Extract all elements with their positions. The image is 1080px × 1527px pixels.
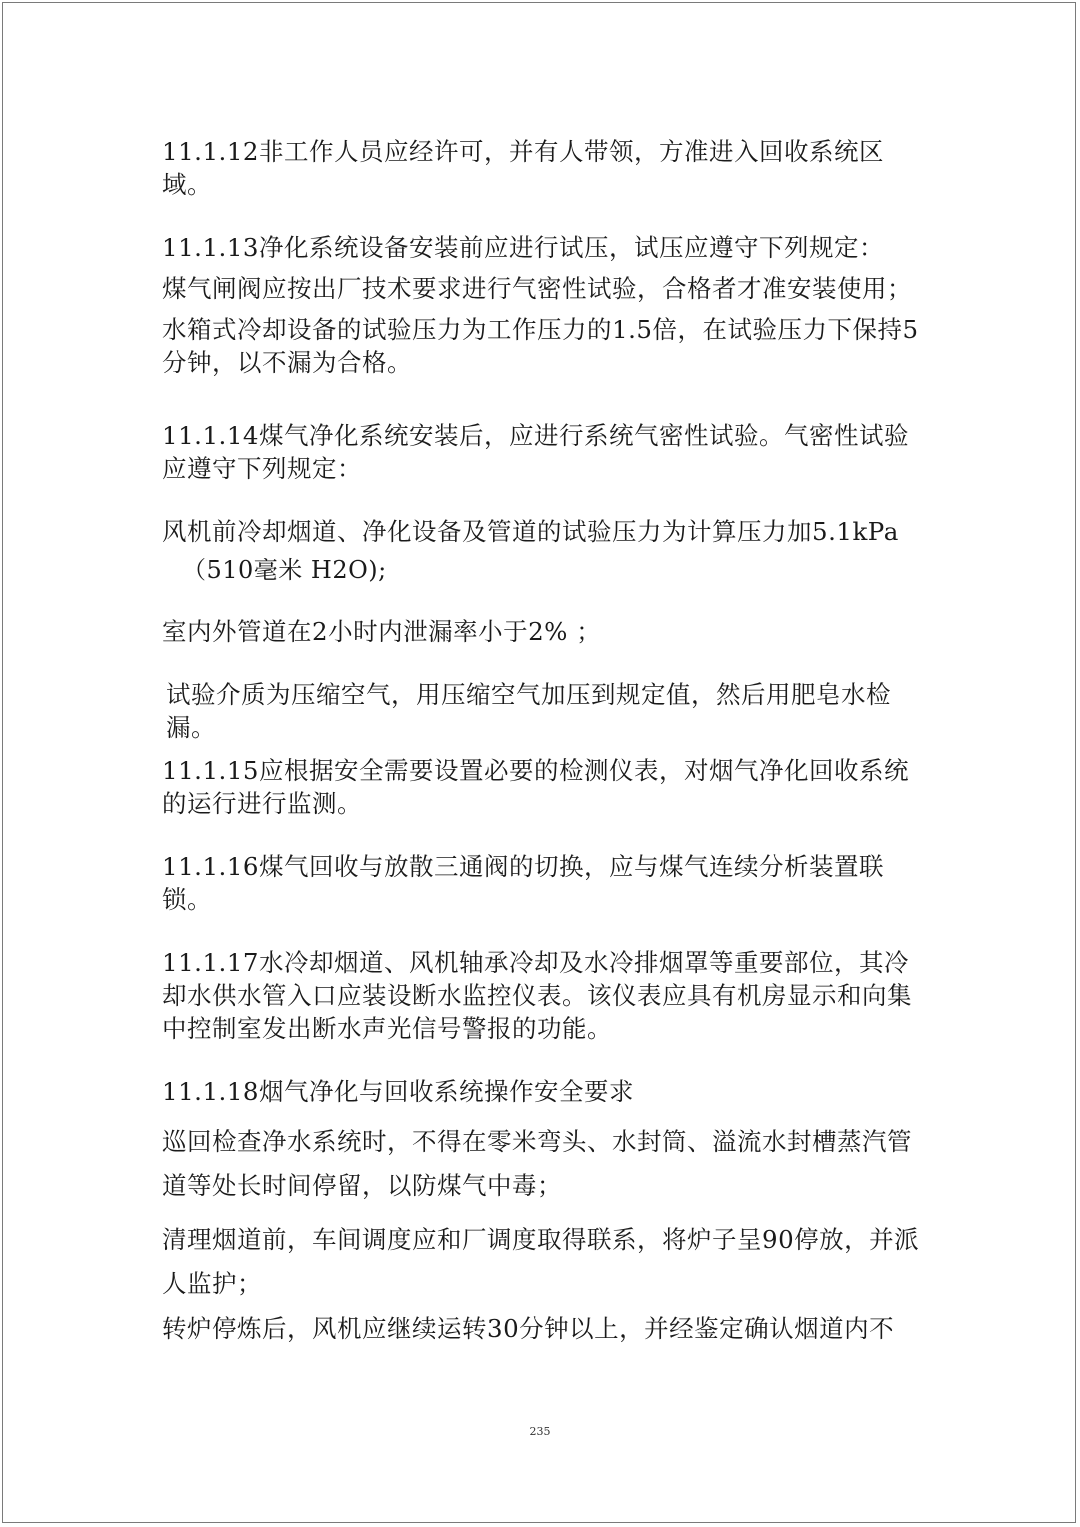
clause-11-1-13-item-1: 煤气闸阀应按出厂技术要求进行气密性试验，合格者才准安装使用； [162, 274, 912, 303]
document-body [162, 135, 922, 1345]
clause-11-1-14-item-2: 室内外管道在2小时内泄漏率小于2% ； [162, 617, 602, 646]
clause-11-1-12: 11.1.12非工作人员应经许可，并有人带领，方准进入回收系统区域。 [162, 137, 885, 199]
clause-11-1-14-item-1: 风机前冷却烟道、净化设备及管道的试验压力为计算压力加5.1kPa [162, 517, 899, 546]
page-number: 235 [529, 1425, 551, 1438]
clause-11-1-14: 11.1.14煤气净化系统安装后，应进行系统气密性试验。气密性试验应遵守下列规定： [162, 421, 910, 483]
clause-11-1-13: 11.1.13净化系统设备安装前应进行试压，试压应遵守下列规定： [162, 233, 885, 262]
clause-11-1-18-item-3: 转炉停炼后，风机应继续运转30分钟以上，并经鉴定确认烟道内不 [162, 1314, 895, 1343]
clause-11-1-16: 11.1.16煤气回收与放散三通阀的切换，应与煤气连续分析装置联锁。 [162, 852, 885, 914]
clause-11-1-14-item-1-unit: （510毫米 H2O); [182, 556, 387, 584]
clause-11-1-14-item-3: 试验介质为压缩空气，用压缩空气加压到规定值，然后用肥皂水检漏。 [166, 680, 891, 742]
clause-11-1-18-item-2: 清理烟道前，车间调度应和厂调度取得联系，将炉子呈90停放，并派人监护； [162, 1225, 920, 1298]
clause-11-1-18-item-1: 巡回检查净水系统时，不得在零米弯头、水封筒、溢流水封槽蒸汽管道等处长时间停留，以防煤气中毒； [162, 1127, 912, 1200]
clause-11-1-18: 11.1.18烟气净化与回收系统操作安全要求 [162, 1077, 635, 1106]
clause-11-1-15: 11.1.15应根据安全需要设置必要的检测仪表，对烟气净化回收系统的运行进行监测。 [162, 756, 910, 818]
clause-11-1-13-item-2: 水箱式冷却设备的试验压力为工作压力的1.5倍，在试验压力下保持5分钟，以不漏为合格。 [162, 315, 919, 377]
clause-11-1-17: 11.1.17水冷却烟道、风机轴承冷却及水冷排烟罩等重要部位，其冷却水供水管入口应装设断水监控仪表。该仪表应具有机房显示和向集中控制室发出断水声光信号警报的功能。 [162, 948, 912, 1043]
